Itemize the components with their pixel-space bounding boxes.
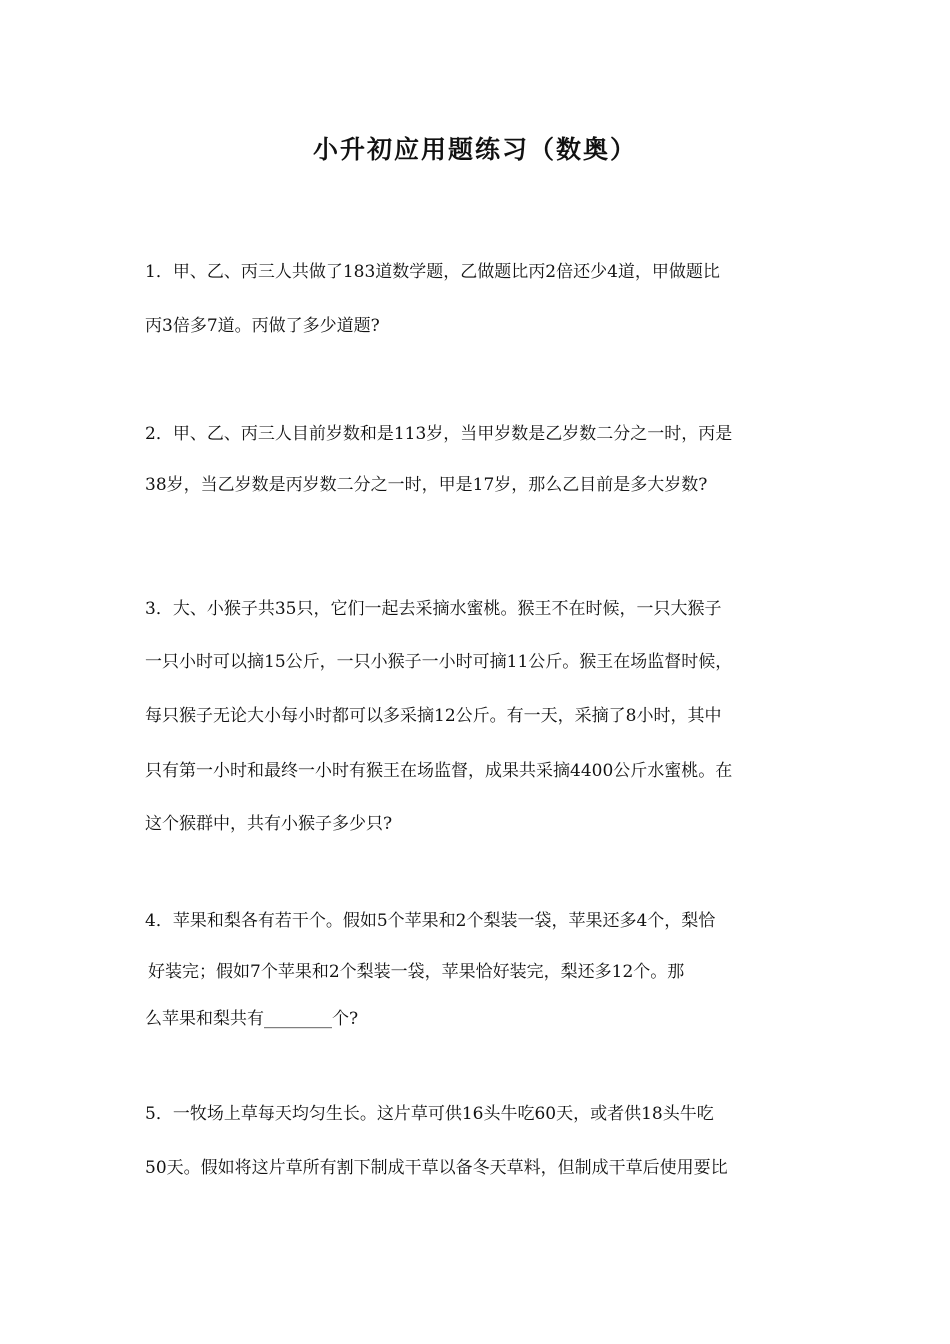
question-3-line-1: 3．大、小猴子共35只，它们一起去采摘水蜜桃。猴王不在时候，一只大猴子 — [145, 599, 722, 619]
question-4-line-2: 好装完；假如7个苹果和2个梨装一袋，苹果恰好装完，梨还多12个。那 — [148, 962, 685, 982]
question-1-line-1: 1．甲、乙、丙三人共做了183道数学题，乙做题比丙2倍还少4道，甲做题比 — [145, 262, 720, 282]
question-2-line-2: 38岁，当乙岁数是丙岁数二分之一时，甲是17岁，那么乙目前是多大岁数? — [145, 475, 708, 495]
question-4-line-1: 4．苹果和梨各有若干个。假如5个苹果和2个梨装一袋，苹果还多4个，梨恰 — [145, 911, 716, 931]
question-5-line-1: 5．一牧场上草每天均匀生长。这片草可供16头牛吃60天，或者供18头牛吃 — [145, 1104, 714, 1124]
question-3-line-2: 一只小时可以摘15公斤，一只小猴子一小时可摘11公斤。猴王在场监督时候， — [145, 652, 733, 672]
question-4-line-3: 么苹果和梨共有________个? — [145, 1009, 359, 1029]
document-title: 小升初应用题练习（数奥） — [312, 135, 637, 164]
question-2-line-1: 2．甲、乙、丙三人目前岁数和是113岁，当甲岁数是乙岁数二分之一时，丙是 — [145, 424, 733, 444]
question-3-line-5: 这个猴群中，共有小猴子多少只? — [145, 814, 393, 834]
question-5-line-2: 50天。假如将这片草所有割下制成干草以备冬天草料，但制成干草后使用要比 — [145, 1158, 728, 1178]
question-1-line-2: 丙3倍多7道。丙做了多少道题? — [145, 316, 380, 336]
question-3-line-3: 每只猴子无论大小每小时都可以多采摘12公斤。有一天，采摘了8小时，其中 — [145, 706, 722, 726]
question-3-line-4: 只有第一小时和最终一小时有猴王在场监督，成果共采摘4400公斤水蜜桃。在 — [145, 761, 733, 781]
